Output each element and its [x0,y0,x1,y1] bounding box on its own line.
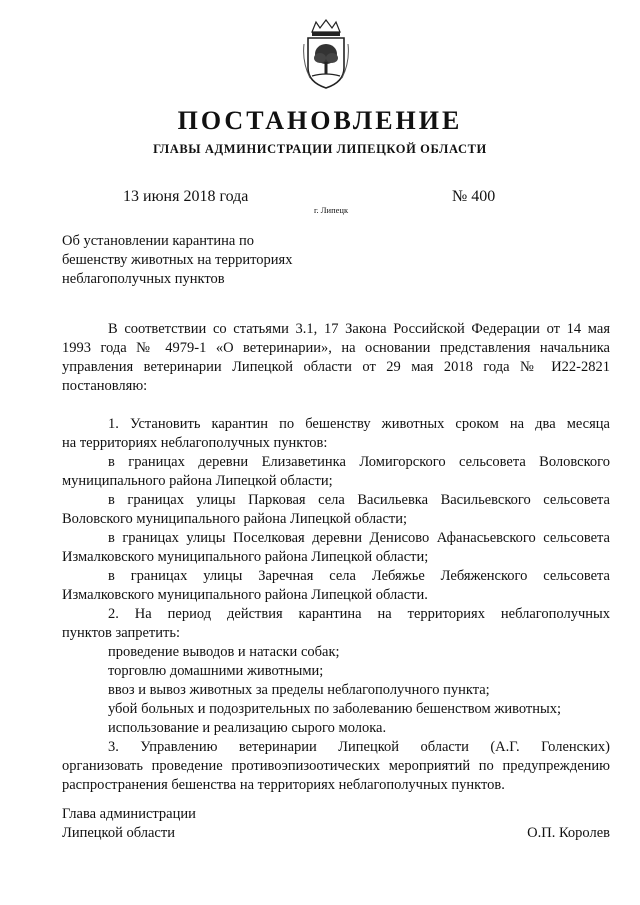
subject-line: бешенству животных на территориях [62,252,293,268]
signature-position-line: Глава администрации [62,806,196,822]
body-line: 2. На период действия карантина на территориях неблагополучных [108,606,610,622]
body-line: пунктов запретить: [62,625,180,641]
document-number: № 400 [452,188,496,205]
body-line: постановляю: [62,378,148,394]
signature-position-line: Липецкой области [62,825,175,841]
body-line: распространения бешенства на территориях неблагополучных пунктов. [62,777,505,793]
body-line: Измалковского муниципального района Липецкой области. [62,587,428,603]
body-line: управления ветеринарии Липецкой области от 29 мая 2018 года № И22-2821 [62,359,610,375]
body-line: 1993 года № 4979-1 «О ветеринарии», на основании представления начальника [62,340,610,356]
body-line: в границах деревни Елизаветинка Ломигорского сельсовета Воловского [108,454,610,470]
body-line: Измалковского муниципального района Липецкой области; [62,549,429,565]
body-line: муниципального района Липецкой области; [62,473,333,489]
document-city: г. Липецк [314,205,349,215]
body-line: на территориях неблагополучных пунктов: [62,435,328,451]
subject-line: Об установлении карантина по [62,233,254,249]
body-line: в границах улицы Заречная села Лебяжье Лебяженского сельсовета [108,568,610,584]
document-date: 13 июня 2018 года [123,188,249,205]
body-line: организовать проведение противоэпизоотических мероприятий по предупреждению [62,758,610,774]
document-title: ПОСТАНОВЛЕНИЕ [177,106,463,135]
body-line: ввоз и вывоз животных за пределы неблагополучного пункта; [108,682,490,698]
signature-position [62,805,196,843]
body-line: использование и реализацию сырого молока. [108,720,387,736]
body-line: в границах улицы Поселковая деревни Денисово Афанасьевского сельсовета [108,530,610,546]
document-body [62,320,610,795]
subject-line: неблагополучных пунктов [62,271,225,287]
body-line: 3. Управлению ветеринарии Липецкой области (А.Г. Голенских) [108,739,610,755]
body-line: Воловского муниципального района Липецкой области; [62,511,408,527]
body-line: торговлю домашними животными; [108,663,324,679]
document-subtitle: ГЛАВЫ АДМИНИСТРАЦИИ ЛИПЕЦКОЙ ОБЛАСТИ [153,142,487,156]
body-line: в границах улицы Парковая села Васильевка Васильевского сельсовета [108,492,610,508]
document-subject [62,232,322,289]
body-line: проведение выводов и натаски собак; [108,644,340,660]
body-line: 1. Установить карантин по бешенству животных сроком на два месяца [108,416,610,432]
body-line: убой больных и подозрительных по заболеванию бешенством животных; [108,701,562,717]
coat-of-arms-icon [302,18,350,90]
body-line: В соответствии со статьями 3.1, 17 Закона Российской Федерации от 14 мая [108,321,610,337]
signature-name: О.П. Королев [527,825,610,841]
